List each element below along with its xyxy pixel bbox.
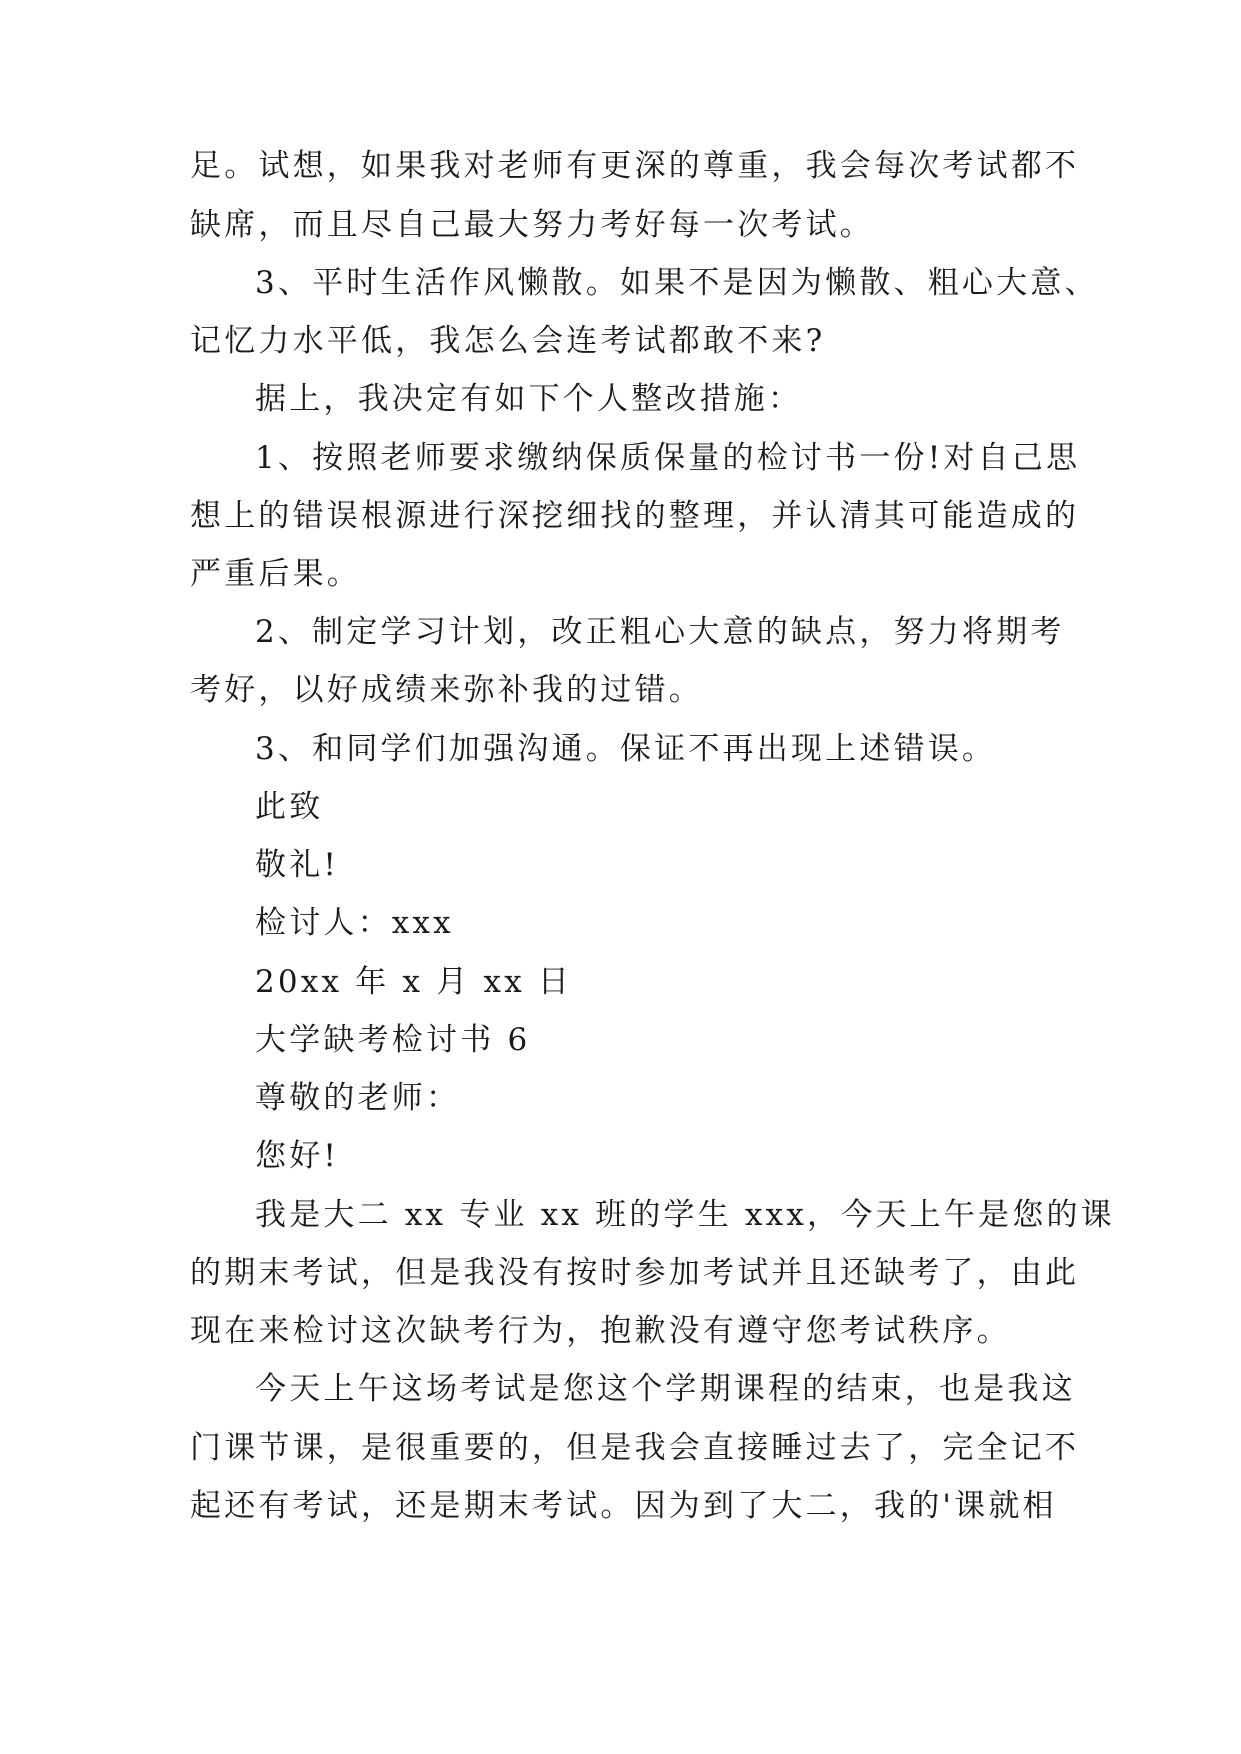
closing-salutation: 此致: [255, 789, 324, 825]
text-line: 今天上午这场考试是您这个学期课程的结束，也是我这: [255, 1371, 1076, 1407]
text-line: 足。试想，如果我对老师有更深的尊重，我会每次考试都不: [190, 148, 1080, 184]
text-line: 2、制定学习计划，改正粗心大意的缺点，努力将期考: [255, 614, 1065, 650]
text-line: 想上的错误根源进行深挖细找的整理，并认清其可能造成的: [190, 498, 1080, 534]
text-line: 现在来检讨这次缺考行为，抱歉没有遵守您考试秩序。: [190, 1313, 1011, 1349]
text-line: 3、和同学们加强沟通。保证不再出现上述错误。: [255, 731, 997, 767]
signature-name: 检讨人：xxx: [255, 905, 454, 941]
text-line: 3、平时生活作风懒散。如果不是因为懒散、粗心大意、: [255, 265, 1099, 301]
text-line: 起还有考试，还是期末考试。因为到了大二，我的'课就相: [190, 1488, 1057, 1524]
greeting-addressee: 尊敬的老师：: [255, 1080, 461, 1116]
closing-regards: 敬礼!: [255, 847, 340, 883]
signature-date: 20xx 年 x 月 xx 日: [255, 964, 573, 1000]
text-line: 的期末考试，但是我没有按时参加考试并且还缺考了，由此: [190, 1255, 1080, 1291]
section-title: 大学缺考检讨书 6: [255, 1022, 531, 1058]
text-line: 1、按照老师要求缴纳保质保量的检讨书一份!对自己思: [255, 440, 1081, 476]
text-line: 门课节课，是很重要的，但是我会直接睡过去了，完全记不: [190, 1430, 1080, 1466]
greeting: 您好!: [255, 1138, 340, 1174]
text-line: 我是大二 xx 专业 xx 班的学生 xxx，今天上午是您的课: [255, 1197, 1115, 1233]
text-line: 考好，以好成绩来弥补我的过错。: [190, 672, 703, 708]
text-line: 严重后果。: [190, 556, 361, 592]
text-line: 据上，我决定有如下个人整改措施：: [255, 381, 803, 417]
text-line: 记忆力水平低，我怎么会连考试都敢不来?: [190, 323, 826, 359]
text-line: 缺席，而且尽自己最大努力考好每一次考试。: [190, 207, 874, 243]
